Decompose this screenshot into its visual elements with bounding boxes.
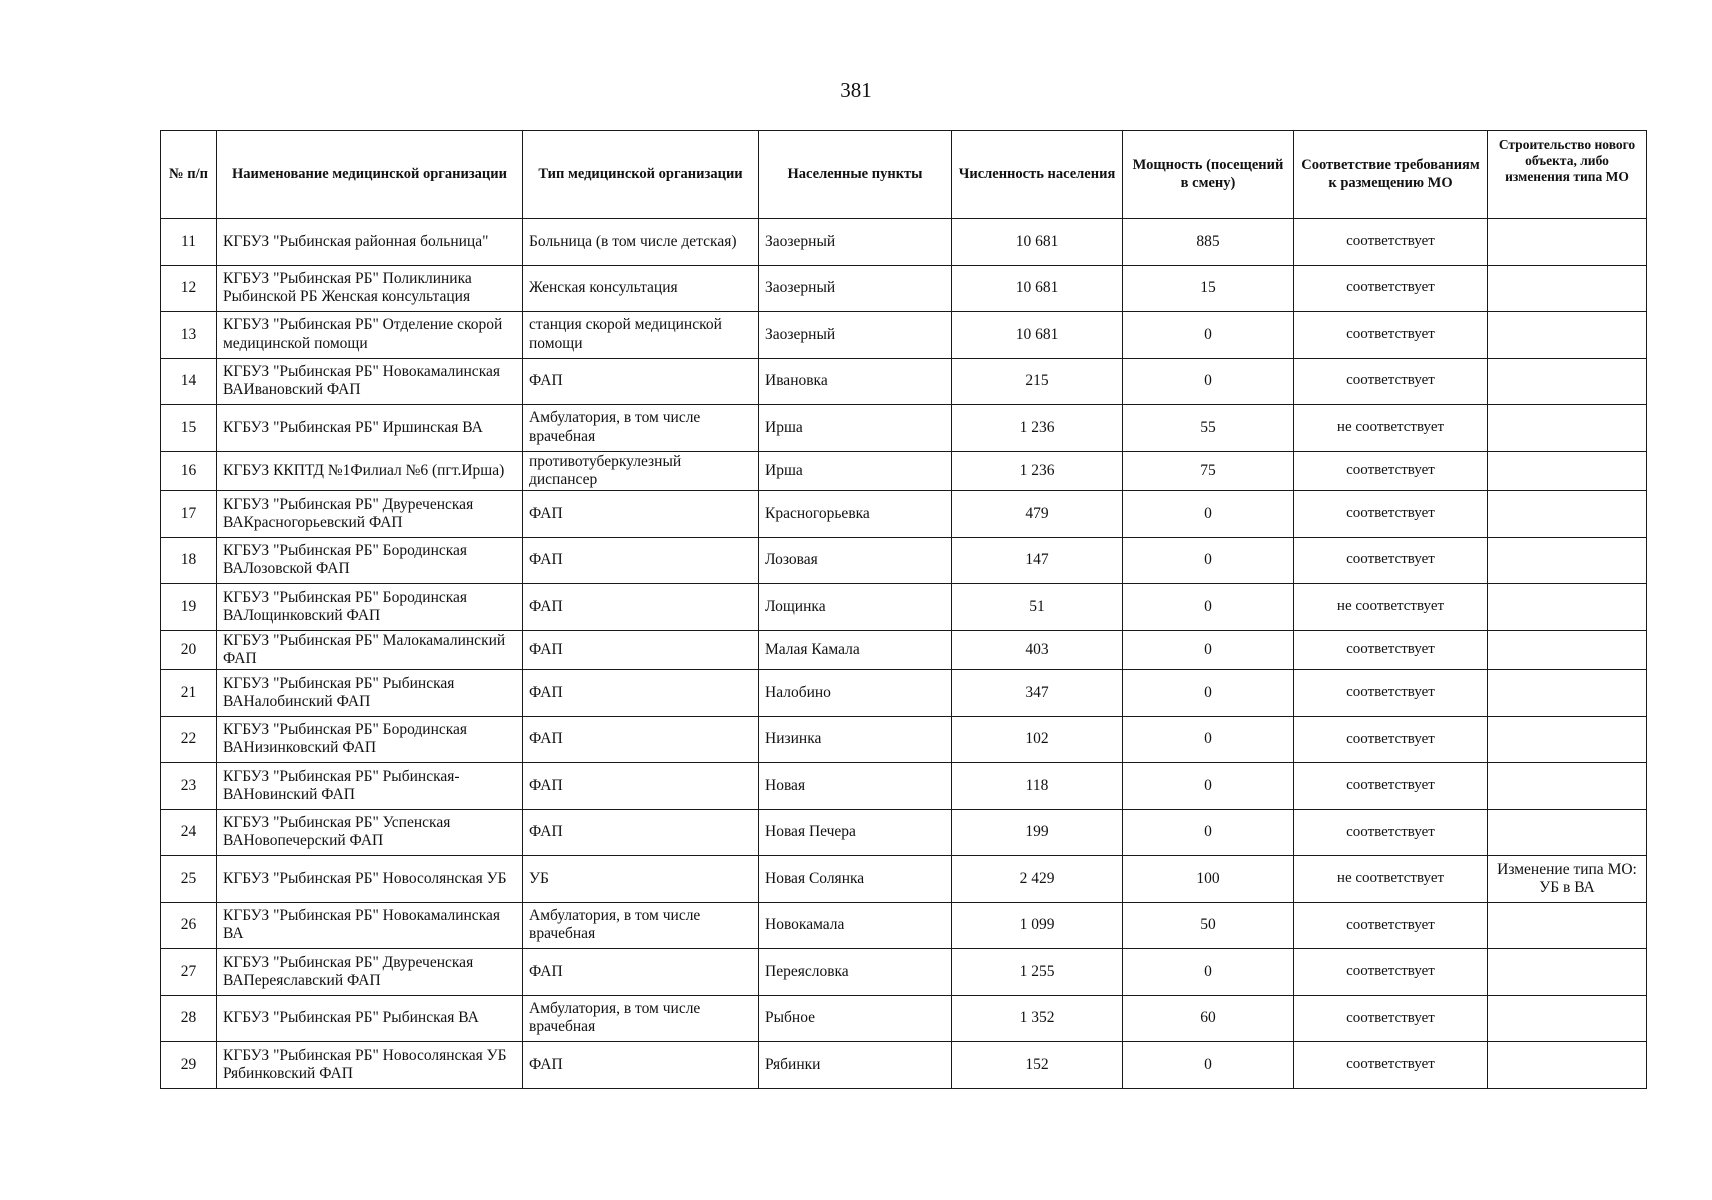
header-population: Численность населения	[952, 131, 1123, 219]
table-row	[161, 405, 1647, 452]
cell-construction	[1488, 584, 1647, 631]
cell-compliance: соответствует	[1294, 491, 1488, 538]
cell-compliance: соответствует	[1294, 265, 1488, 312]
cell-settlement: Заозерный	[759, 265, 952, 312]
cell-population: 10 681	[952, 219, 1123, 266]
cell-num: 29	[161, 1042, 217, 1089]
cell-compliance: не соответствует	[1294, 405, 1488, 452]
cell-type: ФАП	[523, 630, 759, 670]
cell-name: КГБУЗ "Рыбинская РБ" Бородинская ВАНизинковский ФАП	[217, 716, 523, 763]
cell-num: 13	[161, 312, 217, 359]
cell-num: 25	[161, 856, 217, 903]
cell-name: КГБУЗ "Рыбинская РБ" Бородинская ВАЛощинковский ФАП	[217, 584, 523, 631]
cell-compliance: не соответствует	[1294, 856, 1488, 903]
cell-settlement: Новокамала	[759, 902, 952, 949]
cell-construction	[1488, 451, 1647, 491]
cell-capacity: 0	[1123, 670, 1294, 717]
cell-population: 147	[952, 537, 1123, 584]
cell-name: КГБУЗ ККПТД №1Филиал №6 (пгт.Ирша)	[217, 451, 523, 491]
cell-population: 1 236	[952, 405, 1123, 452]
cell-num: 12	[161, 265, 217, 312]
table-row	[161, 537, 1647, 584]
cell-name: КГБУЗ "Рыбинская РБ" Двуреченская ВАКрасногорьевский ФАП	[217, 491, 523, 538]
cell-type: ФАП	[523, 491, 759, 538]
cell-type: УБ	[523, 856, 759, 903]
cell-num: 18	[161, 537, 217, 584]
table-row	[161, 312, 1647, 359]
cell-name: КГБУЗ "Рыбинская РБ" Иршинская ВА	[217, 405, 523, 452]
cell-type: ФАП	[523, 584, 759, 631]
cell-settlement: Рябинки	[759, 1042, 952, 1089]
cell-population: 1 255	[952, 949, 1123, 996]
cell-construction	[1488, 265, 1647, 312]
cell-construction	[1488, 670, 1647, 717]
cell-settlement: Рыбное	[759, 995, 952, 1042]
header-num: № п/п	[161, 131, 217, 219]
table-row	[161, 809, 1647, 856]
cell-construction	[1488, 405, 1647, 452]
cell-settlement: Налобино	[759, 670, 952, 717]
cell-num: 17	[161, 491, 217, 538]
cell-population: 1 352	[952, 995, 1123, 1042]
cell-population: 102	[952, 716, 1123, 763]
cell-compliance: соответствует	[1294, 902, 1488, 949]
cell-num: 20	[161, 630, 217, 670]
medical-organizations-table	[160, 130, 1647, 1089]
table-row	[161, 902, 1647, 949]
cell-type: станция скорой медицинской помощи	[523, 312, 759, 359]
table-row	[161, 670, 1647, 717]
cell-name: КГБУЗ "Рыбинская РБ" Малокамалинский ФАП	[217, 630, 523, 670]
cell-compliance: соответствует	[1294, 451, 1488, 491]
cell-name: КГБУЗ "Рыбинская РБ" Новосолянская УБ Рябинковский ФАП	[217, 1042, 523, 1089]
cell-type: противотуберкулезный диспансер	[523, 451, 759, 491]
cell-type: ФАП	[523, 716, 759, 763]
cell-name: КГБУЗ "Рыбинская РБ" Рыбинская ВАНалобинский ФАП	[217, 670, 523, 717]
cell-capacity: 0	[1123, 630, 1294, 670]
cell-settlement: Заозерный	[759, 219, 952, 266]
cell-name: КГБУЗ "Рыбинская РБ" Поликлиника Рыбинской РБ Женская консультация	[217, 265, 523, 312]
cell-compliance: соответствует	[1294, 219, 1488, 266]
cell-population: 215	[952, 358, 1123, 405]
cell-type: Амбулатория, в том числе врачебная	[523, 902, 759, 949]
cell-num: 28	[161, 995, 217, 1042]
cell-population: 1 236	[952, 451, 1123, 491]
table-row	[161, 584, 1647, 631]
cell-compliance: соответствует	[1294, 1042, 1488, 1089]
cell-settlement: Новая Солянка	[759, 856, 952, 903]
cell-construction	[1488, 491, 1647, 538]
cell-capacity: 0	[1123, 491, 1294, 538]
header-type: Тип медицинской организации	[523, 131, 759, 219]
cell-name: КГБУЗ "Рыбинская районная больница"	[217, 219, 523, 266]
cell-capacity: 75	[1123, 451, 1294, 491]
cell-num: 24	[161, 809, 217, 856]
cell-name: КГБУЗ "Рыбинская РБ" Отделение скорой медицинской помощи	[217, 312, 523, 359]
cell-settlement: Низинка	[759, 716, 952, 763]
cell-num: 16	[161, 451, 217, 491]
table-row	[161, 451, 1647, 491]
cell-num: 22	[161, 716, 217, 763]
cell-capacity: 885	[1123, 219, 1294, 266]
cell-name: КГБУЗ "Рыбинская РБ" Рыбинская-ВАНовинский ФАП	[217, 763, 523, 810]
cell-construction	[1488, 358, 1647, 405]
table-body	[161, 219, 1647, 1089]
cell-construction	[1488, 630, 1647, 670]
cell-population: 118	[952, 763, 1123, 810]
cell-population: 10 681	[952, 265, 1123, 312]
cell-settlement: Ирша	[759, 451, 952, 491]
cell-compliance: соответствует	[1294, 537, 1488, 584]
table-row	[161, 763, 1647, 810]
cell-capacity: 50	[1123, 902, 1294, 949]
cell-population: 403	[952, 630, 1123, 670]
table-row	[161, 856, 1647, 903]
cell-settlement: Ивановка	[759, 358, 952, 405]
cell-population: 10 681	[952, 312, 1123, 359]
cell-compliance: соответствует	[1294, 312, 1488, 359]
cell-capacity: 0	[1123, 358, 1294, 405]
cell-settlement: Переясловка	[759, 949, 952, 996]
cell-capacity: 0	[1123, 1042, 1294, 1089]
cell-construction	[1488, 949, 1647, 996]
cell-name: КГБУЗ "Рыбинская РБ" Рыбинская ВА	[217, 995, 523, 1042]
cell-compliance: соответствует	[1294, 949, 1488, 996]
cell-construction	[1488, 1042, 1647, 1089]
cell-construction	[1488, 763, 1647, 810]
cell-capacity: 0	[1123, 809, 1294, 856]
cell-settlement: Новая	[759, 763, 952, 810]
cell-name: КГБУЗ "Рыбинская РБ" Двуреченская ВАПереяславский ФАП	[217, 949, 523, 996]
cell-compliance: соответствует	[1294, 763, 1488, 810]
cell-num: 15	[161, 405, 217, 452]
table-row	[161, 358, 1647, 405]
cell-type: Амбулатория, в том числе врачебная	[523, 995, 759, 1042]
cell-construction	[1488, 809, 1647, 856]
cell-num: 21	[161, 670, 217, 717]
cell-construction	[1488, 902, 1647, 949]
cell-type: Больница (в том числе детская)	[523, 219, 759, 266]
table-row	[161, 265, 1647, 312]
cell-population: 479	[952, 491, 1123, 538]
cell-compliance: не соответствует	[1294, 584, 1488, 631]
cell-num: 27	[161, 949, 217, 996]
cell-capacity: 0	[1123, 949, 1294, 996]
cell-capacity: 100	[1123, 856, 1294, 903]
cell-population: 152	[952, 1042, 1123, 1089]
cell-construction	[1488, 537, 1647, 584]
cell-construction	[1488, 995, 1647, 1042]
cell-construction	[1488, 716, 1647, 763]
cell-num: 11	[161, 219, 217, 266]
page-number: 381	[840, 78, 872, 102]
cell-compliance: соответствует	[1294, 670, 1488, 717]
header-settlements: Населенные пункты	[759, 131, 952, 219]
cell-construction	[1488, 219, 1647, 266]
cell-num: 14	[161, 358, 217, 405]
cell-capacity: 0	[1123, 537, 1294, 584]
cell-compliance: соответствует	[1294, 995, 1488, 1042]
cell-name: КГБУЗ "Рыбинская РБ" Бородинская ВАЛозовской ФАП	[217, 537, 523, 584]
cell-type: ФАП	[523, 358, 759, 405]
cell-type: ФАП	[523, 1042, 759, 1089]
cell-compliance: соответствует	[1294, 809, 1488, 856]
cell-type: ФАП	[523, 537, 759, 584]
cell-settlement: Новая Печера	[759, 809, 952, 856]
table-row	[161, 995, 1647, 1042]
cell-population: 51	[952, 584, 1123, 631]
table-row	[161, 219, 1647, 266]
header-capacity: Мощность (посещений в смену)	[1123, 131, 1294, 219]
cell-type: ФАП	[523, 670, 759, 717]
header-construction: Строительство нового объекта, либо изменения типа МО	[1488, 131, 1647, 219]
cell-type: ФАП	[523, 949, 759, 996]
cell-num: 26	[161, 902, 217, 949]
cell-compliance: соответствует	[1294, 358, 1488, 405]
table-row	[161, 949, 1647, 996]
cell-name: КГБУЗ "Рыбинская РБ" Новокамалинская ВА	[217, 902, 523, 949]
table-row	[161, 491, 1647, 538]
cell-population: 2 429	[952, 856, 1123, 903]
cell-population: 1 099	[952, 902, 1123, 949]
cell-type: Амбулатория, в том числе врачебная	[523, 405, 759, 452]
cell-capacity: 0	[1123, 716, 1294, 763]
cell-name: КГБУЗ "Рыбинская РБ" Новокамалинская ВАИвановский ФАП	[217, 358, 523, 405]
cell-capacity: 0	[1123, 312, 1294, 359]
cell-type: ФАП	[523, 763, 759, 810]
table-row	[161, 630, 1647, 670]
cell-settlement: Ирша	[759, 405, 952, 452]
cell-capacity: 15	[1123, 265, 1294, 312]
cell-settlement: Заозерный	[759, 312, 952, 359]
table-header-row	[161, 131, 1647, 219]
cell-capacity: 55	[1123, 405, 1294, 452]
table-row	[161, 716, 1647, 763]
header-compliance: Соответствие требованиям к размещению МО	[1294, 131, 1488, 219]
cell-name: КГБУЗ "Рыбинская РБ" Новосолянская УБ	[217, 856, 523, 903]
cell-population: 347	[952, 670, 1123, 717]
cell-population: 199	[952, 809, 1123, 856]
cell-settlement: Лозовая	[759, 537, 952, 584]
header-name: Наименование медицинской организации	[217, 131, 523, 219]
cell-capacity: 0	[1123, 584, 1294, 631]
table-row	[161, 1042, 1647, 1089]
cell-construction: Изменение типа МО: УБ в ВА	[1488, 856, 1647, 903]
cell-type: Женская консультация	[523, 265, 759, 312]
cell-num: 23	[161, 763, 217, 810]
cell-capacity: 0	[1123, 763, 1294, 810]
cell-compliance: соответствует	[1294, 716, 1488, 763]
cell-num: 19	[161, 584, 217, 631]
cell-compliance: соответствует	[1294, 630, 1488, 670]
cell-construction	[1488, 312, 1647, 359]
cell-capacity: 60	[1123, 995, 1294, 1042]
cell-type: ФАП	[523, 809, 759, 856]
cell-settlement: Лощинка	[759, 584, 952, 631]
cell-name: КГБУЗ "Рыбинская РБ" Успенская ВАНовопечерский ФАП	[217, 809, 523, 856]
cell-settlement: Красногорьевка	[759, 491, 952, 538]
cell-settlement: Малая Камала	[759, 630, 952, 670]
